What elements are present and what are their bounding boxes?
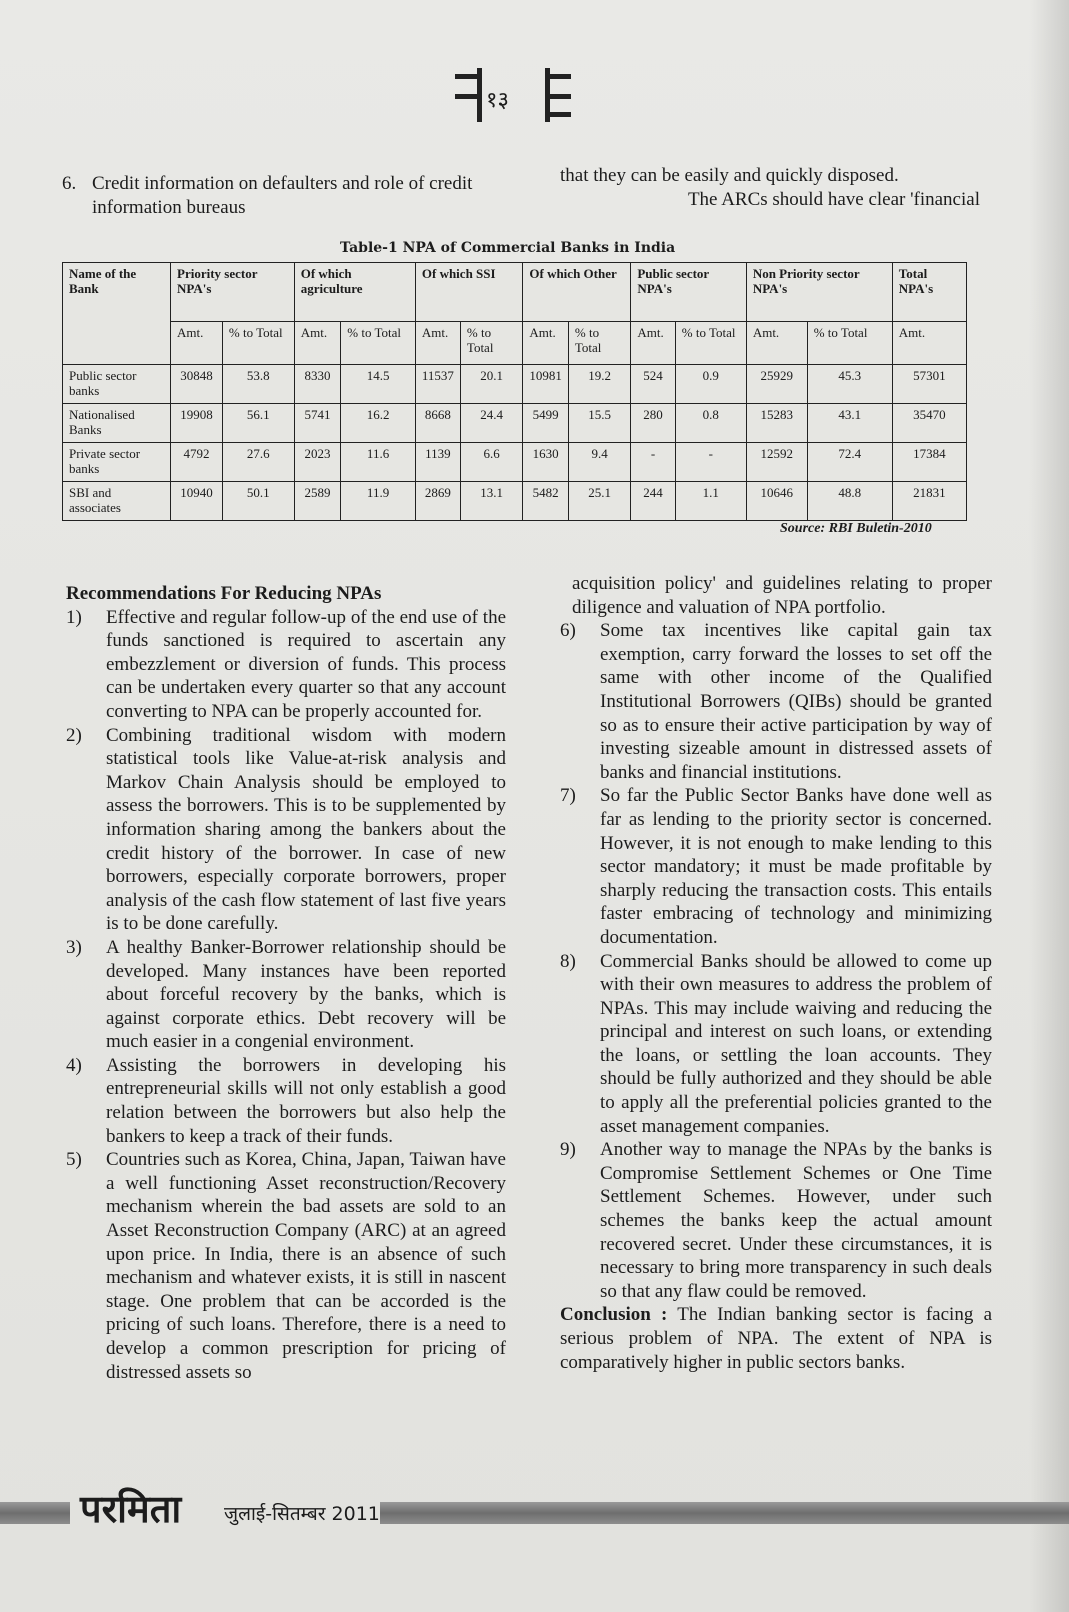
table-cell: 9.4 xyxy=(568,443,630,482)
table-title: Table-1 NPA of Commercial Banks in India xyxy=(340,240,676,256)
table-cell: 2023 xyxy=(294,443,341,482)
subheader-amt: Amt. xyxy=(631,322,675,365)
page-header-ornament xyxy=(455,60,625,130)
item-number: 1) xyxy=(66,606,82,628)
table-cell: 16.2 xyxy=(341,404,416,443)
magazine-brand: परमिता xyxy=(80,1487,182,1531)
page-number: १३ xyxy=(486,88,509,113)
table-cell: 0.8 xyxy=(675,404,746,443)
table-cell: 1139 xyxy=(415,443,460,482)
table-cell: 50.1 xyxy=(222,482,294,521)
table-cell: 19.2 xyxy=(568,365,630,404)
table-cell: 2869 xyxy=(415,482,460,521)
table-cell: 6.6 xyxy=(460,443,522,482)
table-cell: 21831 xyxy=(892,482,966,521)
subheader-pct: % to Total xyxy=(222,322,294,365)
table-cell: 5499 xyxy=(523,404,569,443)
subheader-pct: % to Total xyxy=(807,322,892,365)
lead-right-text xyxy=(560,164,980,211)
subheader-pct: % to Total xyxy=(675,322,746,365)
conclusion-text: The Indian banking sector is facing a serious problem of NPA. The extent of NPA is comparatively higher in public sectors banks. xyxy=(560,1304,992,1373)
item-text: So far the Public Sector Banks have done well as far as lending to the priority sector is concerned. However, it is not enough to make lending to this sector mandatory; it must be made profitable by sharply reducing the transaction costs. This entails faster embracing of technology and minimizing documentation. xyxy=(600,785,992,948)
issue-date: जुलाई-सितम्बर 2011 xyxy=(224,1503,380,1525)
list-item xyxy=(560,1138,992,1303)
table-cell: 35470 xyxy=(892,404,966,443)
table-header: Priority sector NPA's xyxy=(171,263,295,322)
continuation-text: acquisition policy' and guidelines relating to proper diligence and valuation of NPA portfolio. xyxy=(572,573,992,618)
conclusion-paragraph xyxy=(560,1303,992,1374)
item-number: 7) xyxy=(560,785,576,807)
table-subheader-row xyxy=(63,322,967,365)
table-cell: 11.9 xyxy=(341,482,416,521)
table-cell: 8668 xyxy=(415,404,460,443)
item-text: Countries such as Korea, China, Japan, Taiwan have a well functioning Asset reconstruction/Recovery mechanism wherein the bad assets are sold to an Asset Reconstruction Company (ARC) at an agreed upon price. In India, there is an absence of such mechanism and whatever exists, it is still in nascent stage. One problem that can be accorded is the pricing of such loans. Therefore, there is a need to develop a common prescription for pricing of distressed assets so xyxy=(106,1149,506,1383)
table-cell: 244 xyxy=(631,482,675,521)
table-header: Non Priority sector NPA's xyxy=(746,263,892,322)
table-cell: 19908 xyxy=(171,404,223,443)
table-cell: 4792 xyxy=(171,443,223,482)
list-item xyxy=(560,784,992,949)
table-cell: 5482 xyxy=(523,482,569,521)
table-cell: 25.1 xyxy=(568,482,630,521)
row-bank-name: SBI and associates xyxy=(63,482,171,521)
table-cell: - xyxy=(631,443,675,482)
table-header: Of which SSI xyxy=(415,263,523,322)
list-item xyxy=(560,619,992,784)
recommendations-right-column xyxy=(560,572,992,1374)
subheader-amt: Amt. xyxy=(892,322,966,365)
list-item xyxy=(66,1148,506,1384)
page-edge-shadow xyxy=(1029,0,1069,1612)
table-cell: 11.6 xyxy=(341,443,416,482)
table-cell: 280 xyxy=(631,404,675,443)
table-cell: 8330 xyxy=(294,365,341,404)
table-cell: 48.8 xyxy=(807,482,892,521)
table-cell: 45.3 xyxy=(807,365,892,404)
table-cell: 0.9 xyxy=(675,365,746,404)
item-number: 9) xyxy=(560,1139,576,1161)
table-row xyxy=(63,365,967,404)
conclusion-label: Conclusion : xyxy=(560,1304,668,1326)
table-cell: 27.6 xyxy=(222,443,294,482)
table-cell: 17384 xyxy=(892,443,966,482)
table-cell: 10981 xyxy=(523,365,569,404)
item-text: Another way to manage the NPAs by the banks is Compromise Settlement Schemes or One Time Settlement Schemes. However, under such schemes the banks keep the actual amount recovered secret. Under these circumstances, it is necessary to bring more transparency in such deals so that any flaw could be removed. xyxy=(600,1139,992,1302)
item-number: 2) xyxy=(66,724,82,746)
subheader-amt: Amt. xyxy=(171,322,223,365)
list-item xyxy=(560,950,992,1139)
lead-right-line2: The ARCs should have clear 'financial xyxy=(687,188,980,210)
list-item xyxy=(66,606,506,724)
item-text: Commercial Banks should be allowed to come up with their own measures to address the problem of NPAs. This may include waiving and reducing the principal and interest on such loans, or extending the loans, or settling the loan accounts. They should be fully authorized and they should be able to apply all the preferential policies granted to the asset management companies. xyxy=(600,950,992,1137)
subheader-pct: % to Total xyxy=(568,322,630,365)
table-cell: 57301 xyxy=(892,365,966,404)
subheader-amt: Amt. xyxy=(415,322,460,365)
table-cell: 5741 xyxy=(294,404,341,443)
table-cell: - xyxy=(675,443,746,482)
lead-item-text: Credit information on defaulters and role of credit information bureaus xyxy=(92,173,473,218)
table-cell: 524 xyxy=(631,365,675,404)
npa-table xyxy=(62,262,967,521)
lead-item-number: 6. xyxy=(62,173,77,194)
table-cell: 10646 xyxy=(746,482,807,521)
list-item xyxy=(66,724,506,936)
table-cell: 1630 xyxy=(523,443,569,482)
table-cell: 11537 xyxy=(415,365,460,404)
table-source: Source: RBI Buletin-2010 xyxy=(780,521,932,536)
table-cell: 15.5 xyxy=(568,404,630,443)
subheader-amt: Amt. xyxy=(294,322,341,365)
table-header: Total NPA's xyxy=(892,263,966,322)
list-item xyxy=(66,1054,506,1148)
lead-left-item xyxy=(62,172,482,219)
table-cell: 12592 xyxy=(746,443,807,482)
item-number: 6) xyxy=(560,620,576,642)
table-cell: 20.1 xyxy=(460,365,522,404)
subheader-amt: Amt. xyxy=(523,322,569,365)
item-number: 8) xyxy=(560,950,576,972)
table-cell: 13.1 xyxy=(460,482,522,521)
recommendations-left-column xyxy=(66,582,506,1384)
subheader-pct: % to Total xyxy=(341,322,416,365)
table-cell: 25929 xyxy=(746,365,807,404)
subheader-pct: % to Total xyxy=(460,322,522,365)
list-item xyxy=(66,936,506,1054)
table-cell: 43.1 xyxy=(807,404,892,443)
subheader-amt: Amt. xyxy=(746,322,807,365)
row-bank-name: Public sector banks xyxy=(63,365,171,404)
item-number: 3) xyxy=(66,936,82,958)
table-cell: 15283 xyxy=(746,404,807,443)
table-row xyxy=(63,482,967,521)
table-row xyxy=(63,404,967,443)
item-text: A healthy Banker-Borrower relationship should be developed. Many instances have been reported about forceful recovery by the banks, which is against corporate ethics. Debt recovery will be much easier in a congenial environment. xyxy=(106,936,506,1053)
table-cell: 2589 xyxy=(294,482,341,521)
item-text: Effective and regular follow-up of the end use of the funds sanctioned is required to ascertain any embezzlement or diversion of funds. This process can be undertaken every quarter so that any account converting to NPA can be properly accounted for. xyxy=(106,606,506,722)
table-cell: 14.5 xyxy=(341,365,416,404)
item-text: Combining traditional wisdom with modern statistical tools like Value-at-risk analysis and Markov Chain Analysis should be employed to assess the borrowers. This is to be supplemented by information sharing among the bankers about the credit history of the borrower. In case of new borrowers, especially corporate borrowers, proper analysis of the cash flow statement of last five years is to be done carefully. xyxy=(106,724,506,935)
lead-right-line1: that they can be easily and quickly disposed. xyxy=(560,165,899,186)
table-row xyxy=(63,443,967,482)
table-header: Of which agriculture xyxy=(294,263,415,322)
item-number: 5) xyxy=(66,1149,82,1171)
row-bank-name: Nationalised Banks xyxy=(63,404,171,443)
item-text: Some tax incentives like capital gain tax exemption, carry forward the losses to set off the same with other income of the Qualified Institutional Borrowers (QIBs) should be granted so as to ensure their active participation by way of investing sizeable amount in distressed assets of banks and financial institutions. xyxy=(600,620,992,783)
table-header: Of which Other xyxy=(523,263,631,322)
table-cell: 72.4 xyxy=(807,443,892,482)
table-cell: 1.1 xyxy=(675,482,746,521)
table-cell: 56.1 xyxy=(222,404,294,443)
item-text: Assisting the borrowers in developing his entrepreneurial skills will not only establish a good relation between the borrowers but also help the bankers to keep a track of their funds. xyxy=(106,1054,506,1147)
table-cell: 24.4 xyxy=(460,404,522,443)
table-cell: 10940 xyxy=(171,482,223,521)
table-header: Public sector NPA's xyxy=(631,263,746,322)
table-cell: 30848 xyxy=(171,365,223,404)
table-header: Name of the Bank xyxy=(63,263,171,365)
table-cell: 53.8 xyxy=(222,365,294,404)
table-header-row xyxy=(63,263,967,322)
row-bank-name: Private sector banks xyxy=(63,443,171,482)
item-number: 4) xyxy=(66,1054,82,1076)
section-heading: Recommendations For Reducing NPAs xyxy=(66,583,382,604)
